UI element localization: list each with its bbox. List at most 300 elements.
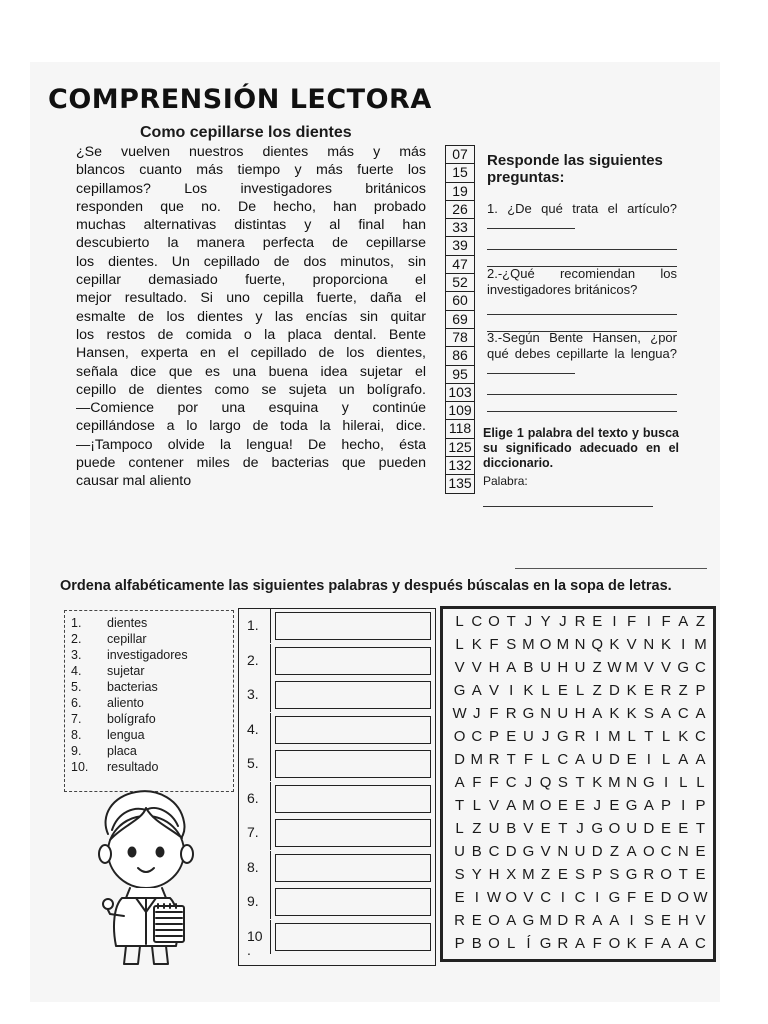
story-line: los dientes. Un cepillado de dos minutos, sin [76,253,426,270]
word-search-letter[interactable]: O [488,935,500,952]
word-search-letter[interactable]: B [471,843,482,860]
story-line: los restos de comida o la placa dental. Bente [76,326,426,343]
word-search-letter[interactable]: A [661,705,672,722]
word-list-box [64,610,234,792]
alphabetical-answer-table [238,608,436,966]
word-search-letter[interactable]: L [507,935,516,952]
word-search-letter[interactable]: N [540,705,552,722]
answer-line[interactable] [487,397,677,412]
word-search-letter[interactable]: M [625,659,638,676]
word-search-letter[interactable]: C [660,843,672,860]
answer-box[interactable] [275,923,431,951]
word-search-letter[interactable]: M [539,912,552,929]
word-search-letter[interactable]: S [575,866,586,883]
word-count-cell: 135 [445,474,475,493]
word-search-letter[interactable]: E [661,912,672,929]
word-search-letter[interactable]: H [488,659,500,676]
word-search-letter[interactable]: K [661,636,672,653]
word-search-letter[interactable]: Z [472,820,482,837]
word-search-letter[interactable]: R [574,912,586,929]
answer-line[interactable] [487,380,677,395]
word-search-letter[interactable]: I [595,889,600,906]
word-search-letter[interactable]: R [488,751,500,768]
answer-row-number: 5. [239,747,271,781]
word-search-row [451,935,709,957]
word-search-letter[interactable]: T [506,613,516,630]
word-search-letter[interactable]: E [557,682,568,699]
word-search-letter[interactable]: K [678,728,689,745]
word-search-letter[interactable]: L [575,682,585,699]
word-search-letter[interactable]: I [681,636,686,653]
word-search-letter[interactable]: Z [678,682,688,699]
word-search-letter[interactable]: F [489,774,499,791]
word-search-letter[interactable]: I [681,797,686,814]
answer-line[interactable] [487,218,575,229]
answer-row [239,644,435,678]
story-line: señala dice que es una buena idea sujetar el [76,363,426,380]
word-search-letter[interactable]: K [471,636,482,653]
word-search-letter[interactable]: E [557,866,568,883]
word-list-item [71,647,188,663]
word-search-letter[interactable]: S [643,912,654,929]
word-search-letter[interactable]: E [557,797,568,814]
word-search-letter[interactable]: R [660,682,672,699]
word-search-letter[interactable]: A [643,797,654,814]
word-search-letter[interactable]: C [488,843,500,860]
word-search-letter[interactable]: Z [541,866,551,883]
word-search-letter[interactable]: L [541,682,550,699]
word-search-letter[interactable]: M [522,636,535,653]
word-count-cell: 118 [445,419,475,437]
word-search-letter[interactable]: N [677,843,689,860]
word-search-letter[interactable]: P [695,797,706,814]
word-search-letter[interactable]: P [592,866,603,883]
word-search-letter[interactable]: H [677,912,689,929]
word-search-letter[interactable]: W [607,659,622,676]
word-search-letter[interactable]: U [574,843,586,860]
word-search-letter[interactable]: D [505,843,517,860]
word-search-letter[interactable]: E [471,912,482,929]
answer-line[interactable] [487,363,575,374]
word-search-letter[interactable]: K [609,705,620,722]
word-search-letter[interactable]: I [560,889,565,906]
word-search-letter[interactable]: F [627,889,637,906]
word-list-item [71,759,158,775]
word-list-word: investigadores [107,648,188,662]
word-search-letter[interactable]: Y [540,613,551,630]
answer-row-number: 1. [239,609,271,643]
word-search-letter[interactable]: A [506,912,517,929]
word-search-letter[interactable]: G [556,728,569,745]
word-search-letter[interactable]: P [695,682,706,699]
word-search-letter[interactable]: O [608,935,621,952]
word-search-letter[interactable]: E [540,820,551,837]
word-search-letter[interactable]: T [506,751,516,768]
word-search-letter[interactable]: G [643,774,655,791]
story-text [76,143,426,491]
word-search-letter[interactable]: N [643,636,655,653]
word-search-letter[interactable]: Í [526,935,531,952]
word-search-letter[interactable]: A [592,912,603,929]
word-list-item [71,711,156,727]
word-search-letter[interactable]: R [557,935,569,952]
word-search-letter[interactable]: L [696,774,705,791]
word-search-letter[interactable]: B [471,935,482,952]
word-search-letter[interactable]: E [643,889,654,906]
word-search-letter[interactable]: O [608,820,621,837]
answer-line[interactable] [487,300,677,315]
word-search-letter[interactable]: U [488,820,500,837]
word-search-letter[interactable]: O [643,843,655,860]
word-search-letter[interactable]: C [695,659,706,676]
word-search-letter[interactable]: C [695,728,706,745]
word-search-letter[interactable]: K [626,682,637,699]
word-search-letter[interactable]: S [557,774,568,791]
word-search-letter[interactable]: G [522,843,535,860]
word-search-letter[interactable]: R [505,705,517,722]
word-search-letter[interactable]: G [522,912,535,929]
word-search-letter[interactable]: L [661,751,671,768]
word-list-number: 9. [71,744,82,758]
word-search-letter[interactable]: E [592,613,603,630]
word-search-letter[interactable]: T [678,866,688,883]
word-list-number: 8. [71,728,82,742]
word-search-letter[interactable]: A [661,935,672,952]
word-search-letter[interactable]: S [643,705,654,722]
answer-line[interactable] [487,235,677,250]
word-search-letter[interactable]: F [489,705,499,722]
word-search-letter[interactable]: T [455,797,465,814]
palabra-answer-line[interactable] [483,492,653,507]
word-search-grid [440,606,716,962]
word-search-letter[interactable]: A [609,912,620,929]
word-search-letter[interactable]: L [455,613,464,630]
word-search-letter[interactable]: K [626,705,637,722]
answer-line[interactable] [487,252,677,267]
word-search-letter[interactable]: O [488,613,500,630]
story-line: descubierto la manera perfecta de cepillarse [76,235,426,252]
word-search-letter[interactable]: Q [539,774,552,791]
word-search-row [451,613,709,635]
word-search-letter[interactable]: E [626,751,637,768]
word-search-letter[interactable]: E [643,682,654,699]
answer-box[interactable] [275,854,431,882]
word-search-letter[interactable]: V [695,912,706,929]
answer-box[interactable] [275,750,431,778]
word-search-row [451,912,709,934]
word-search-letter[interactable]: G [608,889,621,906]
word-list-number: 3. [71,648,82,662]
word-search-letter[interactable]: H [488,866,500,883]
word-search-letter[interactable]: K [523,682,534,699]
word-search-letter[interactable]: F [627,613,637,630]
word-search-letter[interactable]: V [661,659,672,676]
word-count-cell: 69 [445,310,475,328]
word-search-letter[interactable]: N [626,774,638,791]
story-line: puede contener miles de bacterias que pueden [76,455,426,472]
word-search-letter[interactable]: D [660,889,672,906]
word-search-letter[interactable]: F [661,613,671,630]
word-search-letter[interactable]: T [558,820,568,837]
word-search-letter[interactable]: L [627,728,636,745]
word-search-letter[interactable]: V [489,682,500,699]
word-search-letter[interactable]: K [592,774,603,791]
word-search-letter[interactable]: A [471,682,482,699]
word-search-letter[interactable]: W [693,889,708,906]
word-search-letter[interactable]: J [559,613,567,630]
answer-row-number: 8. [239,851,271,885]
word-search-letter[interactable]: E [454,889,465,906]
word-list-item [71,695,144,711]
word-search-letter[interactable]: R [454,912,466,929]
word-search-letter[interactable]: I [509,682,514,699]
word-search-letter[interactable]: G [539,935,552,952]
word-list-number: 1. [71,616,82,630]
dictionary-instruction: Elige 1 palabra del texto y busca su significado adecuado en el diccionario. [483,426,679,470]
answer-box[interactable] [275,681,431,709]
word-search-letter[interactable]: R [643,866,655,883]
word-search-letter[interactable]: T [575,774,585,791]
word-search-letter[interactable]: D [609,682,620,699]
word-search-row [451,728,709,750]
word-search-letter[interactable]: V [489,797,500,814]
word-search-letter[interactable]: I [629,912,634,929]
word-search-letter[interactable]: D [591,843,603,860]
word-search-letter[interactable]: C [471,728,483,745]
word-search-letter[interactable]: V [454,659,465,676]
word-search-letter[interactable]: A [678,613,689,630]
answer-box[interactable] [275,716,431,744]
word-search-letter[interactable]: L [455,820,464,837]
word-count-cell: 26 [445,200,475,218]
word-search-letter[interactable]: Z [695,613,706,630]
word-search-letter[interactable]: M [608,728,621,745]
word-search-letter[interactable]: D [454,751,466,768]
word-search-letter[interactable]: A [678,935,689,952]
answer-box[interactable] [275,647,431,675]
word-search-letter[interactable]: J [473,705,481,722]
word-search-letter[interactable]: G [453,682,466,699]
word-search-letter[interactable]: L [455,636,464,653]
word-search-letter[interactable]: Y [471,866,482,883]
word-search-letter[interactable]: X [506,866,517,883]
word-search-letter[interactable]: B [506,820,517,837]
word-search-letter[interactable]: L [661,728,671,745]
word-search-letter[interactable]: D [557,912,569,929]
word-search-letter[interactable]: H [574,705,586,722]
word-search-letter[interactable]: M [522,866,535,883]
answer-row [239,713,435,747]
word-search-letter[interactable]: K [626,935,637,952]
word-search-letter[interactable]: U [574,659,586,676]
word-search-letter[interactable]: I [595,728,600,745]
word-search-letter[interactable]: A [592,705,603,722]
word-search-letter[interactable]: A [575,935,586,952]
word-count-cell: 78 [445,328,475,346]
word-search-letter[interactable]: M [522,797,535,814]
word-search-letter[interactable]: A [626,843,637,860]
word-search-letter[interactable]: U [522,728,534,745]
word-search-letter[interactable]: O [660,866,672,883]
word-list-number: 6. [71,696,82,710]
word-search-row [451,797,709,819]
answer-box[interactable] [275,612,431,640]
word-search-letter[interactable]: V [643,659,654,676]
word-search-letter[interactable]: J [524,774,533,791]
word-search-letter[interactable]: G [625,866,638,883]
word-search-letter[interactable]: A [506,797,517,814]
word-search-letter[interactable]: F [592,935,602,952]
word-list-word: placa [107,744,137,758]
word-search-letter[interactable]: U [540,659,552,676]
word-search-letter[interactable]: J [576,820,584,837]
word-search-letter[interactable]: E [678,820,689,837]
word-search-letter[interactable]: G [677,659,690,676]
word-search-letter[interactable]: M [470,751,484,768]
boy-holding-notebook-illustration [86,786,206,968]
word-search-letter[interactable]: C [540,889,552,906]
word-search-letter[interactable]: G [522,705,535,722]
word-search-letter[interactable]: I [646,613,651,630]
word-search-row [451,820,709,842]
word-search-letter[interactable]: O [677,889,690,906]
word-search-letter[interactable]: M [556,636,570,653]
word-search-letter[interactable]: P [661,797,672,814]
word-search-letter[interactable]: S [506,636,517,653]
word-search-letter[interactable]: T [695,820,706,837]
word-search-letter[interactable]: A [575,751,586,768]
word-search-letter[interactable]: O [539,636,552,653]
word-search-letter[interactable]: G [625,797,638,814]
word-search-letter[interactable]: L [541,751,550,768]
word-search-letter[interactable]: U [454,843,466,860]
word-search-letter[interactable]: M [608,774,621,791]
word-search-letter[interactable]: F [489,636,499,653]
word-search-letter[interactable]: I [646,751,651,768]
word-search-letter[interactable]: C [557,751,569,768]
word-search-letter[interactable]: M [694,636,707,653]
word-count-cell: 125 [445,438,475,456]
word-search-row [451,866,709,888]
word-search-row [451,659,709,681]
word-search-letter[interactable]: R [574,728,586,745]
word-search-letter[interactable]: V [471,659,482,676]
word-search-letter[interactable]: U [591,751,603,768]
word-search-letter[interactable]: O [505,889,518,906]
word-count-cell: 86 [445,346,475,364]
word-search-letter[interactable]: V [540,843,551,860]
word-search-letter[interactable]: C [677,705,689,722]
word-search-letter[interactable]: J [524,613,533,630]
word-search-letter[interactable]: Z [609,843,620,860]
word-search-letter[interactable]: E [661,820,672,837]
word-search-letter[interactable]: D [643,820,655,837]
word-search-letter[interactable]: D [609,751,620,768]
word-search-letter[interactable]: L [472,797,481,814]
story-line: responden que no. De hecho, han probado [76,198,426,215]
word-search-letter[interactable]: F [644,935,654,952]
word-search-letter[interactable]: E [609,797,620,814]
word-search-letter[interactable]: E [506,728,517,745]
word-search-letter[interactable]: A [454,774,465,791]
story-line: ¿Se vuelven nuestros dientes más y más [76,144,426,160]
word-search-letter[interactable]: C [505,774,517,791]
word-search-row [451,705,709,727]
answer-box[interactable] [275,888,431,916]
word-list-item [71,615,147,631]
word-search-letter[interactable]: E [695,843,706,860]
word-search-letter[interactable]: A [506,659,517,676]
word-search-letter[interactable]: A [678,751,689,768]
word-search-letter[interactable]: H [557,659,569,676]
word-search-letter[interactable]: S [609,866,620,883]
word-search-letter[interactable]: I [612,613,617,630]
word-search-letter[interactable]: O [539,797,552,814]
word-search-letter[interactable]: N [557,843,569,860]
word-search-letter[interactable]: O [488,912,500,929]
word-search-letter[interactable]: C [695,935,706,952]
answer-box[interactable] [275,819,431,847]
word-search-letter[interactable]: Z [592,682,602,699]
word-search-letter[interactable]: L [679,774,688,791]
word-search-letter[interactable]: A [695,751,706,768]
word-search-letter[interactable]: U [626,820,638,837]
word-list-word: dientes [107,616,148,630]
word-search-letter[interactable]: R [574,613,586,630]
ordena-instruction: Ordena alfabéticamente las siguientes palabras y después búscalas en la sopa de letras. [60,578,672,594]
word-search-letter[interactable]: W [486,889,502,906]
word-search-letter[interactable]: A [695,705,706,722]
word-search-letter[interactable]: B [523,659,534,676]
answer-row [239,885,435,919]
word-search-letter[interactable]: F [523,751,533,768]
word-list-word: resultado [107,760,159,774]
word-search-row [451,843,709,865]
word-search-letter[interactable]: V [523,889,534,906]
word-search-letter[interactable]: C [471,613,483,630]
word-search-letter[interactable]: P [489,728,500,745]
word-search-letter[interactable]: O [453,728,466,745]
word-search-letter[interactable]: I [474,889,479,906]
word-search-row [451,682,709,704]
word-list-item [71,679,158,695]
word-count-cell: 103 [445,383,475,401]
word-search-letter[interactable]: W [452,705,467,722]
answer-box[interactable] [275,785,431,813]
word-search-letter[interactable]: V [523,820,534,837]
word-search-letter[interactable]: J [541,728,550,745]
word-search-letter[interactable]: J [593,797,601,814]
word-search-letter[interactable]: Z [592,659,602,676]
word-search-letter[interactable]: E [695,866,706,883]
word-search-letter[interactable]: V [626,636,637,653]
word-search-letter[interactable]: P [454,935,465,952]
word-count-cell: 07 [445,145,475,163]
word-search-letter[interactable]: N [574,636,586,653]
word-search-letter[interactable]: T [644,728,654,745]
word-search-letter[interactable]: G [591,820,604,837]
story-line: cepillo de dientes como se sujeta un bolígrafo. [76,381,426,398]
word-search-letter[interactable]: F [472,774,482,791]
word-search-letter[interactable]: E [575,797,586,814]
word-search-letter[interactable]: I [663,774,669,791]
word-search-letter[interactable]: U [557,705,569,722]
word-count-cell: 39 [445,236,475,254]
word-search-letter[interactable]: Q [591,636,604,653]
word-search-letter[interactable]: C [574,889,586,906]
word-search-letter[interactable]: S [454,866,465,883]
word-search-letter[interactable]: K [609,636,620,653]
